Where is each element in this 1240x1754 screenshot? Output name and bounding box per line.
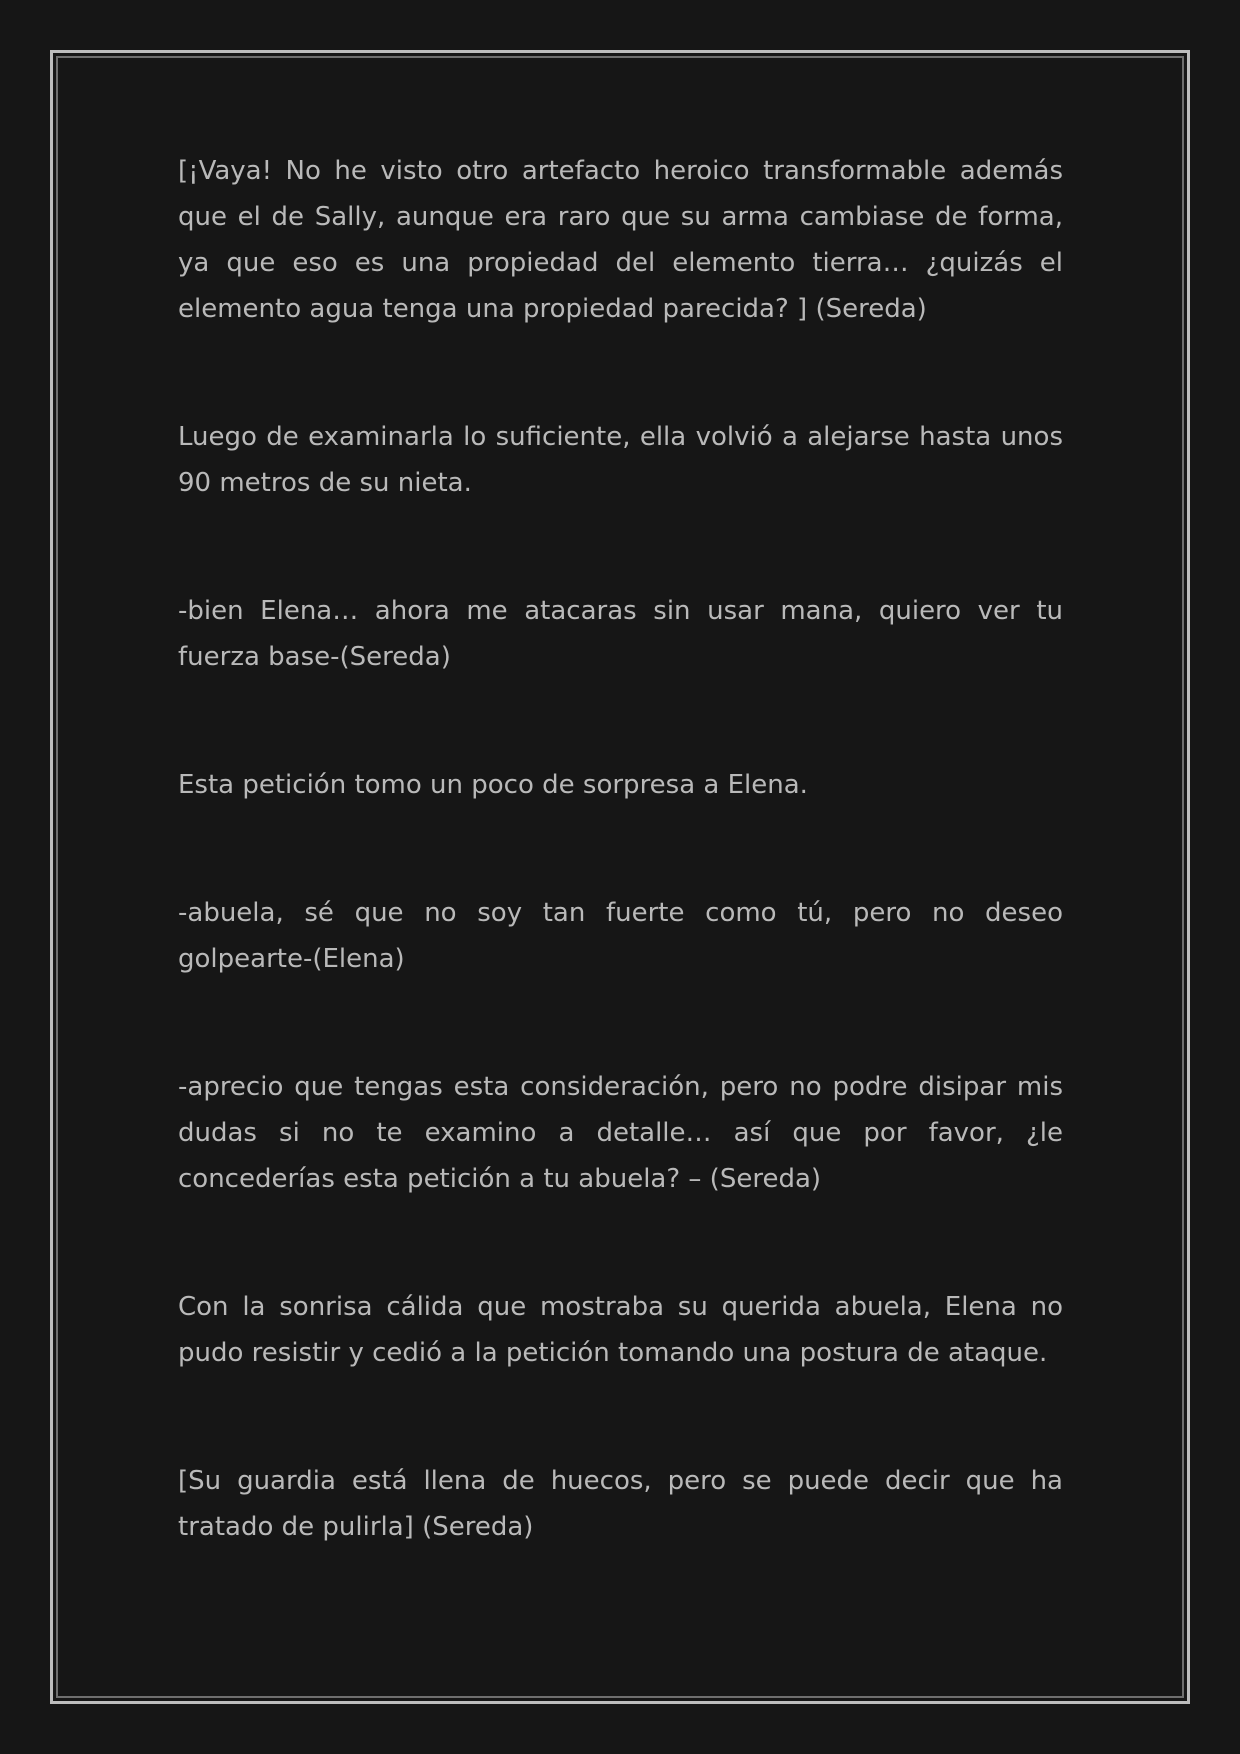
paragraph-spacer xyxy=(178,332,1063,414)
paragraph-spacer xyxy=(178,808,1063,890)
paragraph-3: -bien Elena… ahora me atacaras sin usar mana, quiero ver tu fuerza base-(Sereda) xyxy=(178,596,1063,672)
paragraph-spacer xyxy=(178,506,1063,588)
paragraph-spacer xyxy=(178,982,1063,1064)
paragraph-1: [¡Vaya! No he visto otro artefacto heroico transformable además que el de Sally, aunque era raro que su arma cambiase de forma, ya que eso es una propiedad del elemento tierra… ¿quizás el elemento agua tenga una propiedad parecida? ] (Sereda) xyxy=(178,156,1063,324)
paragraph-spacer xyxy=(178,680,1063,762)
paragraph-8: [Su guardia está llena de huecos, pero se puede decir que ha tratado de pulirla] (Sereda) xyxy=(178,1466,1063,1542)
paragraph-7: Con la sonrisa cálida que mostraba su querida abuela, Elena no pudo resistir y cedió a la petición tomando una postura de ataque. xyxy=(178,1292,1063,1368)
paragraph-2: Luego de examinarla lo suficiente, ella volvió a alejarse hasta unos 90 metros de su nieta. xyxy=(178,422,1063,498)
paragraph-spacer xyxy=(178,1202,1063,1284)
paragraph-6: -aprecio que tengas esta consideración, pero no podre disipar mis dudas si no te examino a detalle… así que por favor, ¿le concederías esta petición a tu abuela? – (Sereda) xyxy=(178,1072,1063,1194)
document-body xyxy=(178,148,1063,1550)
paragraph-spacer xyxy=(178,1376,1063,1458)
paragraph-4: Esta petición tomo un poco de sorpresa a Elena. xyxy=(178,770,808,800)
paragraph-5: -abuela, sé que no soy tan fuerte como tú, pero no deseo golpearte-(Elena) xyxy=(178,898,1063,974)
